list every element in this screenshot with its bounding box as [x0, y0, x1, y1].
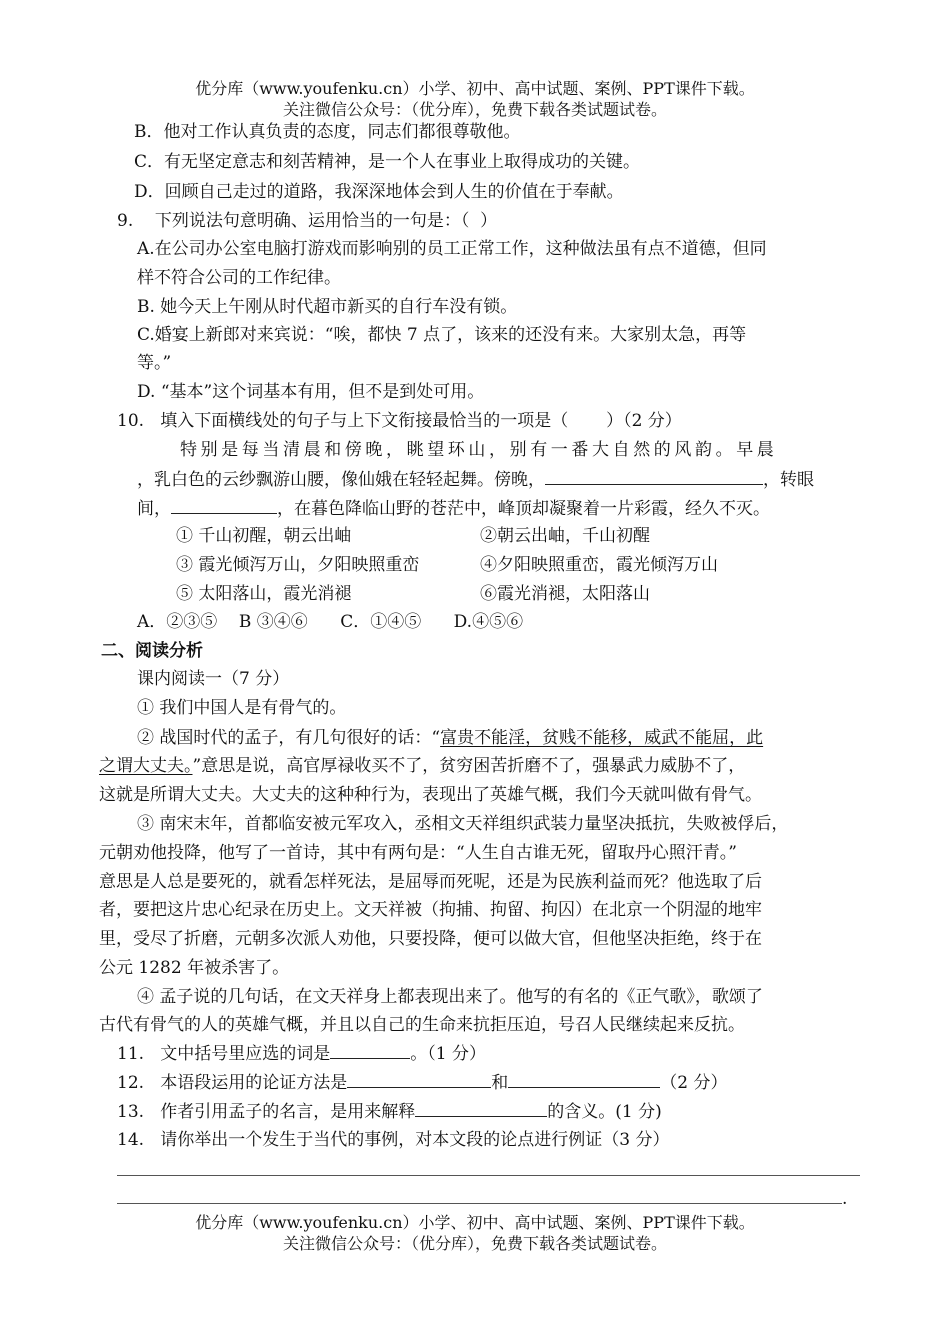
q10-blank-1[interactable]	[545, 468, 763, 485]
q9-option-a-line2: 样不符合公司的工作纪律。	[137, 268, 341, 288]
q14-answer-line-1[interactable]	[117, 1175, 860, 1176]
q10-choice-2: ②朝云出岫，千山初醒	[480, 526, 650, 546]
passage-paragraph-2-line3: 这就是所谓大丈夫。大丈夫的这种种行为，表现出了英雄气概，我们今天就叫做有骨气。	[99, 785, 762, 805]
q10-choice-4: ④夕阳映照重峦，霞光倾泻万山	[480, 555, 718, 575]
footer-line-1: 优分库（www.youfenku.cn）小学、初中、高中试题、案例、PPT课件下载。	[195, 1213, 755, 1232]
q9-option-d: D. “基本”这个词基本有用，但不是到处可用。	[137, 382, 485, 402]
q10-choice-1: ① 千山初醒，朝云出岫	[176, 526, 352, 546]
q12-answer-blank-1[interactable]	[347, 1071, 491, 1088]
q13-answer-blank[interactable]	[415, 1100, 547, 1117]
q12-answer-blank-2[interactable]	[508, 1071, 660, 1088]
q10-blank-2[interactable]	[171, 497, 277, 514]
header-line-1: 优分库（www.youfenku.cn）小学、初中、高中试题、案例、PPT课件下载。	[195, 79, 755, 98]
question-11	[117, 1042, 486, 1065]
q9-stem: 9. 下列说法句意明确、运用恰当的一句是：（ ）	[117, 211, 498, 231]
q11-score: 。（1 分）	[410, 1044, 486, 1064]
q10-passage-line2-end: ，转眼	[763, 470, 814, 490]
passage-paragraph-3-line5: 里，受尽了折磨，元朝多次派人劝他，只要投降，便可以做大官，但他坚决拒绝，终于在	[99, 929, 762, 949]
q10-choice-6: ⑥霞光消褪，太阳落山	[480, 584, 650, 604]
q13-text: 13. 作者引用孟子的名言，是用来解释	[117, 1102, 416, 1122]
q10-answer-options: A．②③⑤ B ③④⑥ C．①④⑤ D.④⑤⑥	[137, 612, 524, 632]
q12-score: （2 分）	[660, 1073, 728, 1093]
header-line-2: 关注微信公众号：（优分库），免费下载各类试题试卷。	[282, 100, 667, 119]
question-13	[117, 1100, 662, 1123]
q9-option-c-line1: C.婚宴上新郎对来宾说：“唉，都快 7 点了，该来的还没有来。大家别太急，再等	[137, 325, 747, 345]
passage-paragraph-3-line3: 意思是人总是要死的，就看怎样死法，是屈辱而死呢，还是为民族利益而死？他选取了后	[99, 872, 762, 892]
mencius-quote-part1: 富贵不能淫，贫贱不能移，威武不能屈，此	[440, 728, 764, 748]
section-title: 二、阅读分析	[101, 641, 203, 661]
passage-paragraph-4-line1: ④ 孟子说的几句话，在文天祥身上都表现出来了。他写的有名的《正气歌》，歌颂了	[137, 987, 763, 1007]
q11-text: 11. 文中括号里应选的词是	[117, 1044, 331, 1064]
question-14: 14. 请你举出一个发生于当代的事例，对本文段的论点进行例证（3 分）	[117, 1130, 670, 1150]
mencius-quote-part2: 之谓大丈夫。	[99, 756, 193, 776]
q8-option-c: C．有无坚定意志和刻苦精神，是一个人在事业上取得成功的关键。	[134, 152, 641, 172]
passage-paragraph-3-line4: 者，要把这片忠心纪录在历史上。文天祥被（拘捕、拘留、拘囚）在北京一个阴湿的地牢	[99, 900, 762, 920]
passage-paragraph-3-line1: ③ 南宋末年，首都临安被元军攻入，丞相文天祥组织武装力量坚决抵抗，失败被俘后，	[137, 814, 789, 834]
q12-and: 和	[491, 1073, 509, 1093]
footer-line-2: 关注微信公众号：（优分库），免费下载各类试题试卷。	[282, 1234, 667, 1253]
q10-stem: 10. 填入下面横线处的句子与上下文衔接最恰当的一项是（ ）（2 分）	[117, 411, 682, 431]
q14-end-mark: .	[842, 1189, 848, 1209]
q11-answer-blank[interactable]	[330, 1042, 410, 1059]
passage-paragraph-3-line2: 元朝劝他投降，他写了一首诗，其中有两句是：“人生自古谁无死，留取丹心照汗青。”	[99, 843, 737, 863]
q13-score: 的含义。(1 分)	[547, 1102, 662, 1122]
q14-answer-line-2[interactable]	[117, 1203, 842, 1204]
section-subtitle: 课内阅读一（7 分）	[137, 669, 290, 689]
passage-paragraph-2-line2	[99, 755, 745, 777]
q9-option-c-line2: 等。”	[137, 353, 172, 373]
para2-explanation: ”意思是说，高官厚禄收买不了，贫穷困苦折磨不了，强暴武力威胁不了，	[192, 756, 746, 776]
question-12	[117, 1071, 727, 1094]
q8-option-d: D．回顾自己走过的道路，我深深地体会到人生的价值在于奉献。	[134, 182, 624, 202]
passage-paragraph-3-line6: 公元 1282 年被杀害了。	[99, 958, 290, 978]
q10-choice-3: ③ 霞光倾泻万山，夕阳映照重峦	[176, 555, 420, 575]
q9-option-a-line1: A.在公司办公室电脑打游戏而影响别的员工正常工作，这种做法虽有点不道德，但同	[137, 239, 767, 259]
passage-paragraph-4-line2: 古代有骨气的人的英雄气概，并且以自己的生命来抗拒压迫，号召人民继续起来反抗。	[99, 1015, 745, 1035]
passage-paragraph-2-line1	[137, 727, 763, 749]
q10-passage-line3-start: 间，	[137, 499, 171, 519]
q10-passage-line2-start: ，乳白色的云纱飘游山腰，像仙娥在轻轻起舞。傍晚，	[137, 470, 545, 490]
q12-text: 12. 本语段运用的论证方法是	[117, 1073, 348, 1093]
q10-passage-line3-end: ，在暮色降临山野的苍茫中，峰顶却凝聚着一片彩霞，经久不灭。	[277, 499, 770, 519]
q10-passage-line3	[137, 497, 770, 520]
q10-passage-line2	[137, 468, 814, 491]
q10-passage-line1: 特别是每当清晨和傍晚，眺望环山，别有一番大自然的风韵。早晨	[180, 440, 778, 460]
q9-option-b: B. 她今天上午刚从时代超市新买的自行车没有锁。	[137, 297, 518, 317]
q10-choice-5: ⑤ 太阳落山，霞光消褪	[176, 584, 352, 604]
para2-intro: ② 战国时代的孟子，有几句很好的话：“	[137, 728, 441, 748]
passage-paragraph-1: ① 我们中国人是有骨气的。	[137, 698, 347, 718]
q8-option-b: B．他对工作认真负责的态度，同志们都很尊敬他。	[134, 122, 521, 142]
